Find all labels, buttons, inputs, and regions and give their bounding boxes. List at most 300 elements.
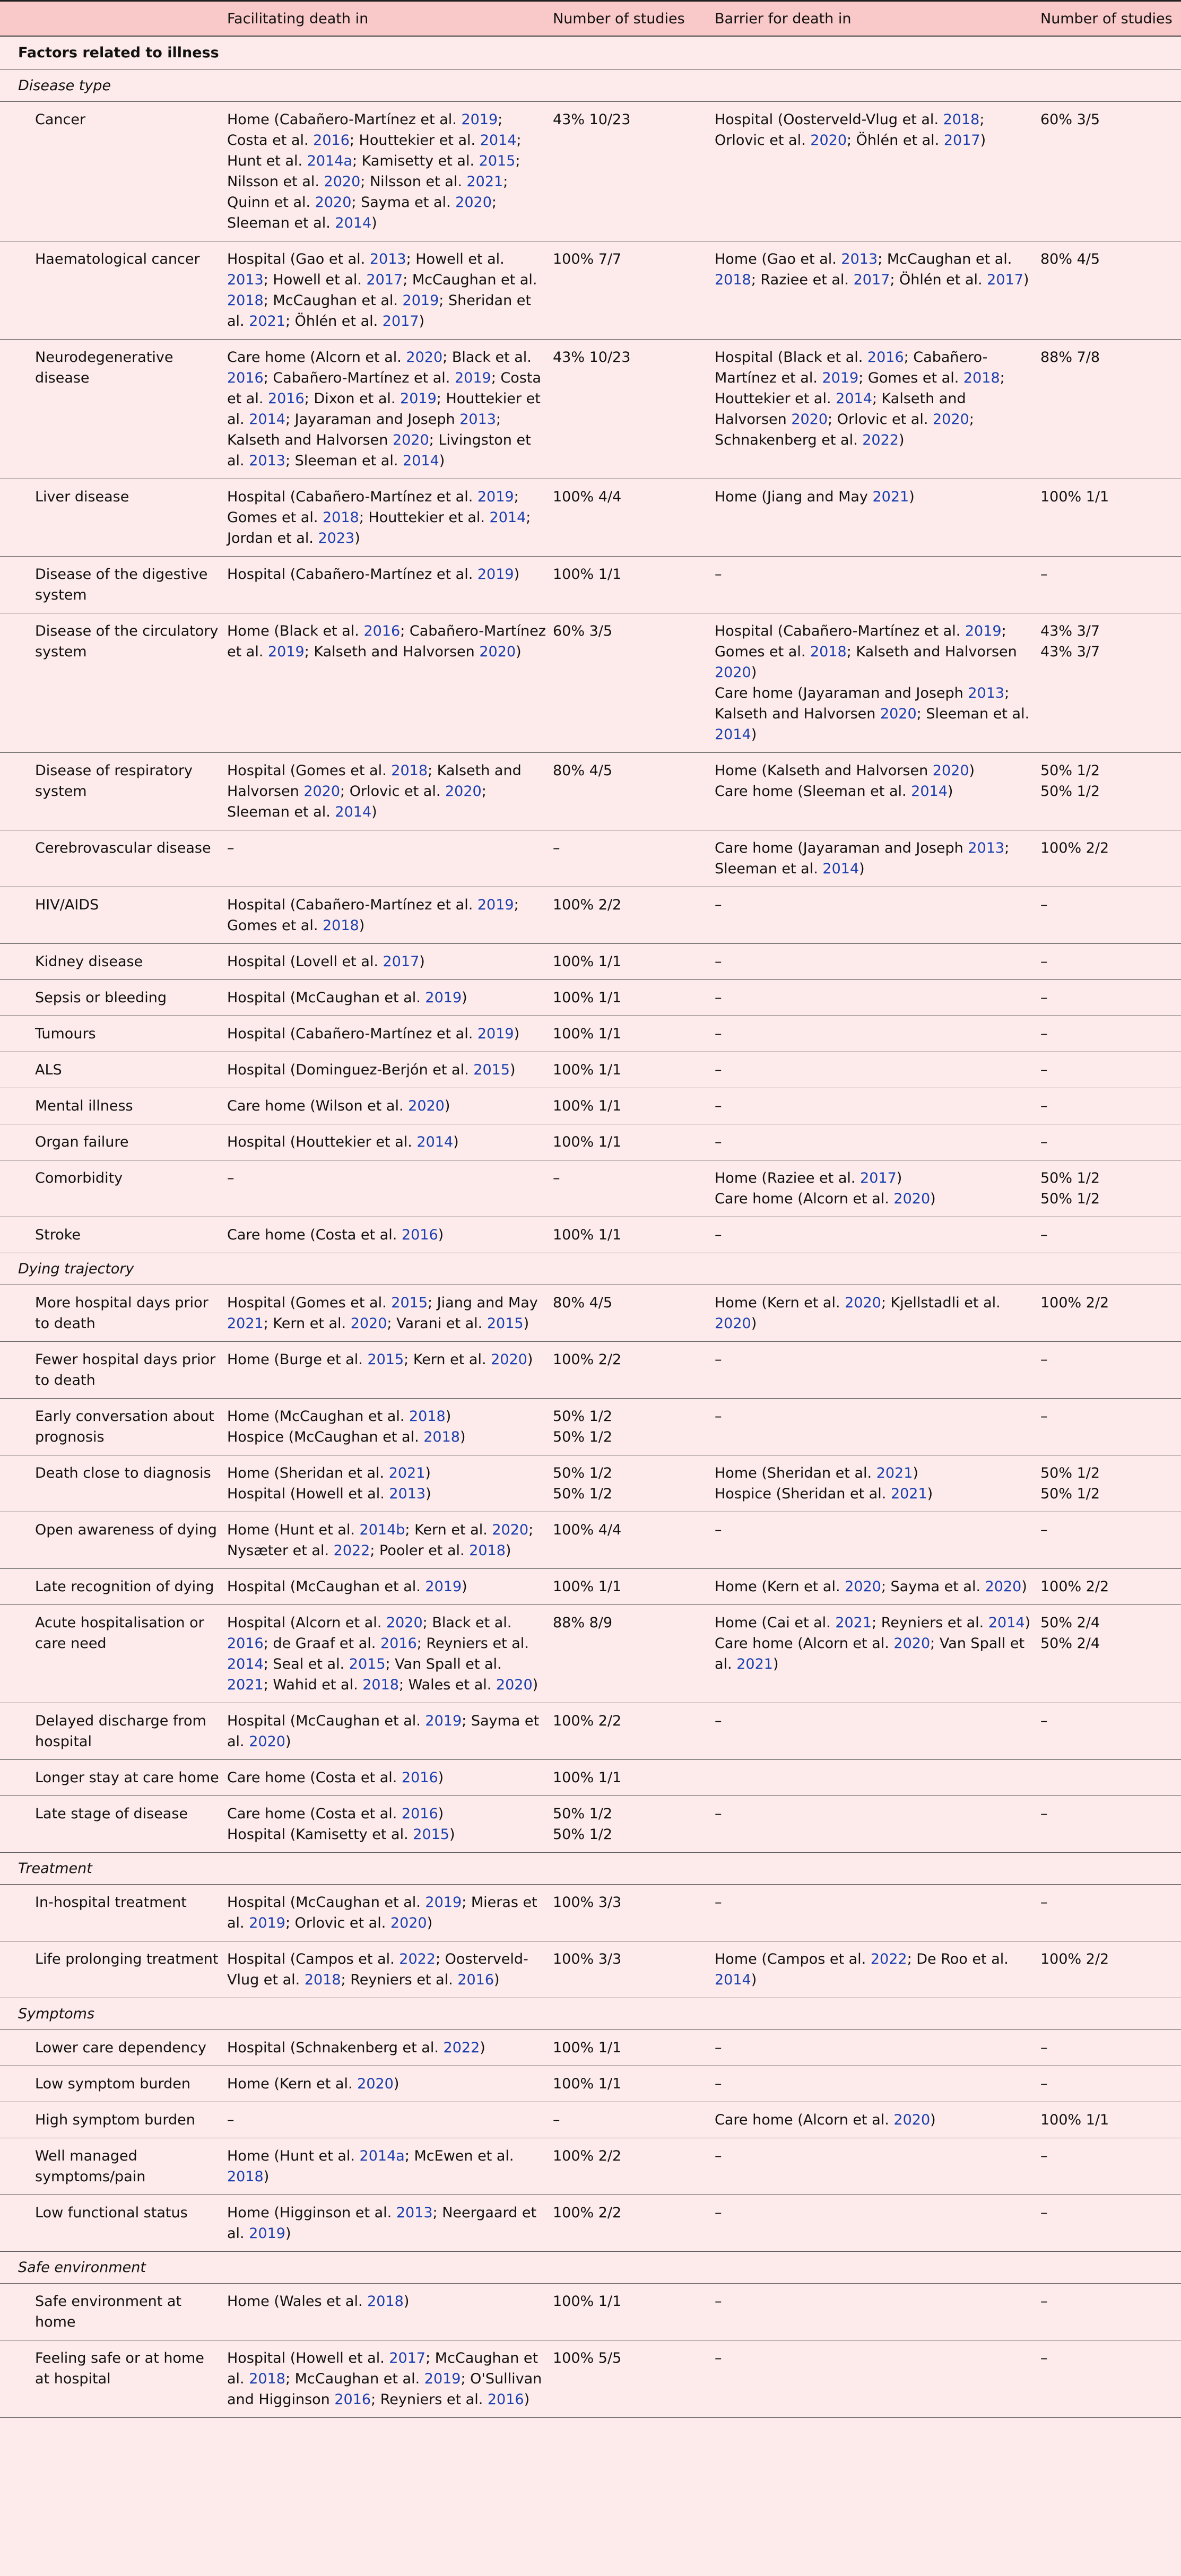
reference-entry xyxy=(715,760,1035,781)
study-count: – xyxy=(1040,990,1048,1006)
reference-text: ; Nilsson et al. xyxy=(360,174,467,190)
header-facilitating-count: Number of studies xyxy=(553,1,715,37)
factor-label: Late recognition of dying xyxy=(0,1569,227,1605)
citation-year-link[interactable]: 2017 xyxy=(366,272,403,288)
reference-text: ) xyxy=(449,1826,455,1843)
citation-year-link[interactable]: 2016 xyxy=(268,391,305,407)
citation-year-link[interactable]: 2021 xyxy=(227,1315,264,1332)
reference-text: ; Cabañero-Martínez et al. xyxy=(227,623,546,660)
citation-year-link[interactable]: 2014 xyxy=(416,1134,454,1150)
citation-year-link[interactable]: 2020 xyxy=(932,762,969,779)
reference-text: Care home (Costa et al. xyxy=(227,1227,402,1243)
citation-year-link[interactable]: 2014 xyxy=(249,411,285,428)
citation-year-link[interactable]: 2021 xyxy=(249,313,285,329)
citation-year-link[interactable]: 2016 xyxy=(401,1806,438,1822)
citation-year-link[interactable]: 2017 xyxy=(860,1170,897,1186)
reference-text: ; Orlovic et al. xyxy=(828,411,933,428)
study-count: 100% 3/3 xyxy=(553,1894,622,1911)
citation-year-link[interactable]: 2019 xyxy=(425,1713,462,1729)
reference-text: – xyxy=(715,1351,722,1368)
reference-entry xyxy=(715,683,1035,745)
citation-year-link[interactable]: 2017 xyxy=(943,132,980,149)
citation-year-link[interactable]: 2018 xyxy=(227,2169,264,2185)
citation-year-link[interactable]: 2015 xyxy=(391,1295,428,1311)
citation-year-link[interactable]: 2019 xyxy=(477,897,514,913)
citation-year-link[interactable]: 2014 xyxy=(822,861,859,877)
study-count: – xyxy=(1040,1026,1048,1042)
table-row xyxy=(0,557,1181,613)
table-row xyxy=(0,1760,1181,1796)
citation-year-link[interactable]: 2019 xyxy=(249,2225,285,2242)
facilitating-cell xyxy=(227,753,553,830)
barrier-count-cell xyxy=(1040,944,1181,980)
citation-year-link[interactable]: 2019 xyxy=(425,990,462,1006)
reference-text: Hospital (Lovell et al. xyxy=(227,953,383,970)
citation-year-link[interactable]: 2016 xyxy=(334,2391,371,2408)
reference-text: ; Kalseth and Halvorsen xyxy=(715,685,1010,722)
study-count: 100% 2/2 xyxy=(1040,1578,1109,1595)
citation-year-link[interactable]: 2016 xyxy=(363,623,401,639)
citation-year-link[interactable]: 2019 xyxy=(454,370,491,386)
facilitating-count-cell xyxy=(553,241,715,340)
citation-year-link[interactable]: 2021 xyxy=(466,174,503,190)
citation-year-link[interactable]: 2016 xyxy=(457,1972,494,1988)
table-row xyxy=(0,1796,1181,1853)
citation-year-link[interactable]: 2020 xyxy=(791,411,828,428)
citation-year-link[interactable]: 2018 xyxy=(391,762,428,779)
citation-year-link[interactable]: 2013 xyxy=(396,2205,433,2221)
reference-entry xyxy=(227,2037,548,2058)
top-section-row xyxy=(0,36,1181,70)
reference-text: ; Reyniers et al. xyxy=(416,1635,529,1652)
reference-text: – xyxy=(715,2040,722,2056)
citation-year-link[interactable]: 2018 xyxy=(249,2371,285,2387)
factor-label: Kidney disease xyxy=(0,944,227,980)
section-row xyxy=(0,2252,1181,2284)
facilitating-count-cell xyxy=(553,830,715,887)
citation-year-link[interactable]: 2017 xyxy=(853,272,890,288)
reference-entry xyxy=(715,621,1035,683)
citation-year-link[interactable]: 2013 xyxy=(459,411,496,428)
citation-year-link[interactable]: 2017 xyxy=(382,313,419,329)
citation-year-link[interactable]: 2019 xyxy=(424,2371,461,2387)
facilitating-count-cell xyxy=(553,102,715,241)
citation-year-link[interactable]: 2019 xyxy=(461,111,498,128)
study-count: 100% 1/1 xyxy=(553,990,622,1006)
table-row xyxy=(0,980,1181,1016)
citation-year-link[interactable]: 2014 xyxy=(911,783,948,800)
study-count: – xyxy=(1040,2205,1048,2221)
citation-year-link[interactable]: 2020 xyxy=(386,1615,423,1631)
factor-label: Disease of the circulatory system xyxy=(0,613,227,753)
section-title: Treatment xyxy=(0,1853,1181,1885)
citation-year-link[interactable]: 2019 xyxy=(965,623,1002,639)
reference-text: ; Reyniers et al. xyxy=(872,1615,988,1631)
citation-year-link[interactable]: 2016 xyxy=(867,349,904,366)
facilitating-cell xyxy=(227,1512,553,1569)
citation-year-link[interactable]: 2013 xyxy=(249,453,285,469)
factor-label: Stroke xyxy=(0,1217,227,1253)
citation-year-link[interactable]: 2016 xyxy=(227,1635,264,1652)
citation-year-link[interactable]: 2020 xyxy=(406,349,443,366)
study-count: 50% 2/4 xyxy=(1040,1615,1100,1631)
reference-text: Care home (Alcorn et al. xyxy=(715,1191,894,1207)
citation-year-link[interactable]: 2013 xyxy=(968,840,1005,856)
reference-text: ) xyxy=(419,313,425,329)
citation-year-link[interactable]: 2014 xyxy=(489,509,526,526)
barrier-cell xyxy=(715,1052,1040,1088)
reference-text: ) xyxy=(445,1408,451,1425)
citation-year-link[interactable]: 2018 xyxy=(362,1677,399,1693)
citation-year-link[interactable]: 2020 xyxy=(350,1315,387,1332)
reference-text: Hospital (Howell et al. xyxy=(227,2350,389,2366)
reference-entry xyxy=(227,2110,548,2130)
barrier-count-cell xyxy=(1040,2138,1181,2195)
citation-year-link[interactable]: 2015 xyxy=(367,1351,404,1368)
citation-year-link[interactable]: 2019 xyxy=(477,1026,514,1042)
reference-entry xyxy=(715,1132,1035,1152)
table-row xyxy=(0,2195,1181,2252)
citation-year-link[interactable]: 2018 xyxy=(323,509,359,526)
facilitating-cell xyxy=(227,1160,553,1217)
citation-year-link[interactable]: 2018 xyxy=(323,917,359,934)
citation-year-link[interactable]: 2022 xyxy=(870,1951,907,1967)
barrier-cell xyxy=(715,1124,1040,1160)
reference-entry xyxy=(715,1225,1035,1245)
study-count: 50% 1/2 xyxy=(553,1806,613,1822)
citation-year-link[interactable]: 2014b xyxy=(359,1522,405,1538)
factor-label: Late stage of disease xyxy=(0,1796,227,1853)
citation-year-link[interactable]: 2019 xyxy=(477,566,514,583)
citation-year-link[interactable]: 2014 xyxy=(480,132,517,149)
citation-year-link[interactable]: 2014 xyxy=(403,453,439,469)
table-row xyxy=(0,241,1181,340)
citation-year-link[interactable]: 2020 xyxy=(408,1098,445,1114)
reference-entry xyxy=(715,895,1035,915)
barrier-cell xyxy=(715,1342,1040,1399)
citation-year-link[interactable]: 2019 xyxy=(249,1915,285,1931)
barrier-count-cell xyxy=(1040,2195,1181,2252)
citation-year-link[interactable]: 2015 xyxy=(487,1315,524,1332)
factor-label: Feeling safe or at home at hospital xyxy=(0,2340,227,2418)
barrier-cell xyxy=(715,2284,1040,2340)
citation-year-link[interactable]: 2020 xyxy=(455,194,492,211)
study-count: 50% 1/2 xyxy=(553,1486,613,1502)
citation-year-link[interactable]: 2013 xyxy=(968,685,1005,701)
facilitating-cell xyxy=(227,2138,553,2195)
citation-year-link[interactable]: 2021 xyxy=(835,1615,872,1631)
reference-text: – xyxy=(715,1522,722,1538)
citation-year-link[interactable]: 2014 xyxy=(227,1656,264,1672)
citation-year-link[interactable]: 2021 xyxy=(388,1465,425,1481)
citation-year-link[interactable]: 2023 xyxy=(318,530,355,547)
reference-text: Home (Kern et al. xyxy=(715,1578,845,1595)
citation-year-link[interactable]: 2018 xyxy=(963,370,1000,386)
citation-year-link[interactable]: 2019 xyxy=(425,1894,462,1911)
reference-entry xyxy=(715,2291,1035,2312)
facilitating-count-cell xyxy=(553,1052,715,1088)
citation-year-link[interactable]: 2020 xyxy=(357,2076,394,2092)
barrier-cell xyxy=(715,1160,1040,1217)
citation-year-link[interactable]: 2020 xyxy=(324,174,361,190)
citation-year-link[interactable]: 2021 xyxy=(872,489,909,505)
citation-year-link[interactable]: 2017 xyxy=(383,953,420,970)
study-count: – xyxy=(1040,2293,1048,2310)
study-count: – xyxy=(1040,953,1048,970)
reference-text: ; Mieras et al. xyxy=(227,1894,537,1931)
reference-text: – xyxy=(227,1170,235,1186)
reference-entry xyxy=(715,249,1035,290)
citation-year-link[interactable]: 2019 xyxy=(425,1578,462,1595)
citation-year-link[interactable]: 2016 xyxy=(487,2391,524,2408)
citation-year-link[interactable]: 2018 xyxy=(810,644,847,660)
reference-entry xyxy=(715,109,1035,151)
reference-text: ) xyxy=(419,953,425,970)
table-row xyxy=(0,340,1181,479)
factor-label: Lower care dependency xyxy=(0,2030,227,2066)
citation-year-link[interactable]: 2014 xyxy=(988,1615,1025,1631)
citation-year-link[interactable]: 2021 xyxy=(890,1486,927,1502)
citation-year-link[interactable]: 2020 xyxy=(315,194,352,211)
citation-year-link[interactable]: 2020 xyxy=(479,644,516,660)
citation-year-link[interactable]: 2018 xyxy=(423,1429,460,1445)
citation-year-link[interactable]: 2016 xyxy=(401,1770,438,1786)
reference-text: ; Wahid et al. xyxy=(263,1677,363,1693)
reference-text: – xyxy=(715,2148,722,2164)
facilitating-cell xyxy=(227,1399,553,1455)
citation-year-link[interactable]: 2020 xyxy=(810,132,847,149)
citation-year-link[interactable]: 2018 xyxy=(943,111,980,128)
reference-text: Home (Gao et al. xyxy=(715,251,841,267)
barrier-cell xyxy=(715,1796,1040,1853)
barrier-count-cell xyxy=(1040,613,1181,753)
citation-year-link[interactable]: 2016 xyxy=(227,370,264,386)
citation-year-link[interactable]: 2021 xyxy=(736,1656,773,1672)
reference-text: Home (Black et al. xyxy=(227,623,364,639)
study-count: – xyxy=(553,2112,560,2128)
reference-entry xyxy=(715,1349,1035,1370)
reference-text: ) xyxy=(913,1465,918,1481)
citation-year-link[interactable]: 2013 xyxy=(227,272,264,288)
factor-label: Low functional status xyxy=(0,2195,227,2252)
citation-year-link[interactable]: 2018 xyxy=(367,2293,404,2310)
reference-text: ; Houttekier et al. xyxy=(715,370,1005,407)
reference-entry xyxy=(715,1096,1035,1116)
facilitating-count-cell xyxy=(553,1605,715,1703)
citation-year-link[interactable]: 2013 xyxy=(389,1486,426,1502)
citation-year-link[interactable]: 2022 xyxy=(333,1542,370,1559)
facilitating-cell xyxy=(227,1124,553,1160)
citation-year-link[interactable]: 2019 xyxy=(477,489,514,505)
citation-year-link[interactable]: 2020 xyxy=(933,411,969,428)
citation-year-link[interactable]: 2020 xyxy=(445,783,482,800)
study-count: – xyxy=(553,1170,560,1186)
factor-label: Safe environment at home xyxy=(0,2284,227,2340)
citation-year-link[interactable]: 2020 xyxy=(303,783,341,800)
facilitating-count-cell xyxy=(553,1760,715,1796)
citation-year-link[interactable]: 2022 xyxy=(399,1951,436,1967)
facilitating-cell xyxy=(227,1455,553,1512)
reference-entry xyxy=(227,2291,548,2312)
barrier-cell xyxy=(715,241,1040,340)
table-row xyxy=(0,1399,1181,1455)
study-count: 80% 4/5 xyxy=(553,1295,613,1311)
top-section-label: Factors related to illness xyxy=(0,36,227,70)
citation-year-link[interactable]: 2020 xyxy=(715,1315,751,1332)
barrier-count-cell xyxy=(1040,102,1181,241)
reference-text: ) xyxy=(438,1227,444,1243)
reference-text: Hospital (Cabañero-Martínez et al. xyxy=(227,1026,477,1042)
citation-year-link[interactable]: 2020 xyxy=(893,1191,931,1207)
study-count: 100% 2/2 xyxy=(1040,1295,1109,1311)
citation-year-link[interactable]: 2021 xyxy=(876,1465,913,1481)
facilitating-count-cell xyxy=(553,2030,715,2066)
reference-entry xyxy=(715,1189,1035,1209)
citation-year-link[interactable]: 2020 xyxy=(496,1677,533,1693)
facilitating-cell xyxy=(227,1217,553,1253)
reference-text: ; Howell et al. xyxy=(406,251,505,267)
citation-year-link[interactable]: 2020 xyxy=(392,432,429,448)
study-count: 100% 1/1 xyxy=(1040,489,1109,505)
study-count: 100% 5/5 xyxy=(553,2350,622,2366)
citation-year-link[interactable]: 2020 xyxy=(390,1915,427,1931)
citation-year-link[interactable]: 2017 xyxy=(389,2350,426,2366)
study-count: 100% 1/1 xyxy=(553,2293,622,2310)
citation-year-link[interactable]: 2016 xyxy=(313,132,350,149)
citation-year-link[interactable]: 2019 xyxy=(402,292,439,309)
reference-text: ) xyxy=(425,1486,431,1502)
citation-year-link[interactable]: 2014 xyxy=(335,804,372,820)
table-row xyxy=(0,613,1181,753)
citation-year-link[interactable]: 2015 xyxy=(473,1062,510,1078)
citation-year-link[interactable]: 2020 xyxy=(491,1351,527,1368)
study-count: 50% 2/4 xyxy=(1040,1635,1100,1652)
citation-year-link[interactable]: 2022 xyxy=(862,432,899,448)
study-count: 100% 1/1 xyxy=(553,1062,622,1078)
reference-text: ) xyxy=(859,861,865,877)
reference-entry xyxy=(227,1132,548,1152)
reference-entry xyxy=(227,2146,548,2187)
reference-entry xyxy=(715,487,1035,507)
barrier-cell xyxy=(715,1088,1040,1124)
barrier-cell xyxy=(715,1217,1040,1253)
citation-year-link[interactable]: 2019 xyxy=(268,644,305,660)
reference-text: Hospital (Oosterveld-Vlug et al. xyxy=(715,111,943,128)
barrier-cell xyxy=(715,1703,1040,1760)
citation-year-link[interactable]: 2018 xyxy=(715,272,751,288)
citation-year-link[interactable]: 2021 xyxy=(227,1677,264,1693)
citation-year-link[interactable]: 2019 xyxy=(400,391,437,407)
reference-entry xyxy=(227,1803,548,1824)
citation-year-link[interactable]: 2020 xyxy=(880,706,917,722)
citation-year-link[interactable]: 2018 xyxy=(304,1972,341,1988)
study-count: 100% 2/2 xyxy=(553,1713,622,1729)
citation-year-link[interactable]: 2020 xyxy=(845,1295,881,1311)
reference-text: ; Houttekier et al. xyxy=(349,132,480,149)
citation-year-link[interactable]: 2020 xyxy=(249,1733,285,1750)
barrier-cell xyxy=(715,557,1040,613)
reference-text: Hospice (McCaughan et al. xyxy=(227,1429,424,1445)
facilitating-cell xyxy=(227,340,553,479)
citation-year-link[interactable]: 2020 xyxy=(985,1578,1022,1595)
citation-year-link[interactable]: 2018 xyxy=(469,1542,506,1559)
table-row xyxy=(0,1217,1181,1253)
reference-text: Home (Higginson et al. xyxy=(227,2205,396,2221)
reference-text: ; Gomes et al. xyxy=(715,623,1006,660)
citation-year-link[interactable]: 2020 xyxy=(715,664,751,681)
reference-entry xyxy=(227,2202,548,2244)
barrier-cell xyxy=(715,1016,1040,1052)
reference-text: ) xyxy=(898,432,905,448)
study-count: 80% 4/5 xyxy=(553,762,613,779)
citation-year-link[interactable]: 2014 xyxy=(335,215,372,231)
section-row xyxy=(0,1853,1181,1885)
reference-text: ; Costa et al. xyxy=(227,111,503,149)
reference-text: ) xyxy=(772,1656,779,1672)
barrier-count-cell xyxy=(1040,1885,1181,1941)
citation-year-link[interactable]: 2013 xyxy=(369,251,406,267)
citation-year-link[interactable]: 2016 xyxy=(380,1635,417,1652)
citation-year-link[interactable]: 2020 xyxy=(845,1578,881,1595)
facilitating-cell xyxy=(227,1703,553,1760)
citation-year-link[interactable]: 2014 xyxy=(836,391,872,407)
citation-year-link[interactable]: 2015 xyxy=(479,153,516,169)
section-title: Dying trajectory xyxy=(0,1253,1181,1285)
study-count: – xyxy=(1040,2350,1048,2366)
study-count: 43% 3/7 xyxy=(1040,623,1100,639)
reference-text: ) xyxy=(896,1170,902,1186)
factor-label: Fewer hospital days prior to death xyxy=(0,1342,227,1399)
citation-year-link[interactable]: 2015 xyxy=(349,1656,386,1672)
barrier-count-cell xyxy=(1040,479,1181,557)
citation-year-link[interactable]: 2014 xyxy=(715,726,751,743)
facilitating-cell xyxy=(227,613,553,753)
study-count: 100% 1/1 xyxy=(553,2076,622,2092)
facilitating-cell xyxy=(227,1605,553,1703)
citation-year-link[interactable]: 2014a xyxy=(359,2148,405,2164)
table-row xyxy=(0,1160,1181,1217)
facilitating-count-cell xyxy=(553,1796,715,1853)
facilitating-count-cell xyxy=(553,1016,715,1052)
citation-year-link[interactable]: 2018 xyxy=(409,1408,446,1425)
citation-year-link[interactable]: 2020 xyxy=(492,1522,529,1538)
citation-year-link[interactable]: 2014 xyxy=(715,1972,751,1988)
citation-year-link[interactable]: 2019 xyxy=(822,370,859,386)
barrier-cell xyxy=(715,753,1040,830)
reference-text: ; Öhlén et al. xyxy=(847,132,944,149)
citation-year-link[interactable]: 2015 xyxy=(413,1826,449,1843)
table-row xyxy=(0,753,1181,830)
barrier-count-cell xyxy=(1040,1052,1181,1088)
barrier-cell xyxy=(715,340,1040,479)
citation-year-link[interactable]: 2016 xyxy=(401,1227,438,1243)
citation-year-link[interactable]: 2014a xyxy=(307,153,352,169)
reference-text: ; de Graaf et al. xyxy=(263,1635,380,1652)
reference-text: ; Black et al. xyxy=(422,1615,512,1631)
citation-year-link[interactable]: 2022 xyxy=(443,2040,480,2056)
citation-year-link[interactable]: 2017 xyxy=(987,272,1023,288)
reference-entry xyxy=(715,1168,1035,1189)
facilitating-cell xyxy=(227,2340,553,2418)
reference-text: ; McEwen et al. xyxy=(404,2148,514,2164)
barrier-cell xyxy=(715,1399,1040,1455)
reference-text: ) xyxy=(751,1315,757,1332)
citation-year-link[interactable]: 2020 xyxy=(893,2112,931,2128)
citation-year-link[interactable]: 2018 xyxy=(227,292,264,309)
study-count: 100% 1/1 xyxy=(553,566,622,583)
citation-year-link[interactable]: 2020 xyxy=(893,1635,931,1652)
citation-year-link[interactable]: 2013 xyxy=(841,251,878,267)
